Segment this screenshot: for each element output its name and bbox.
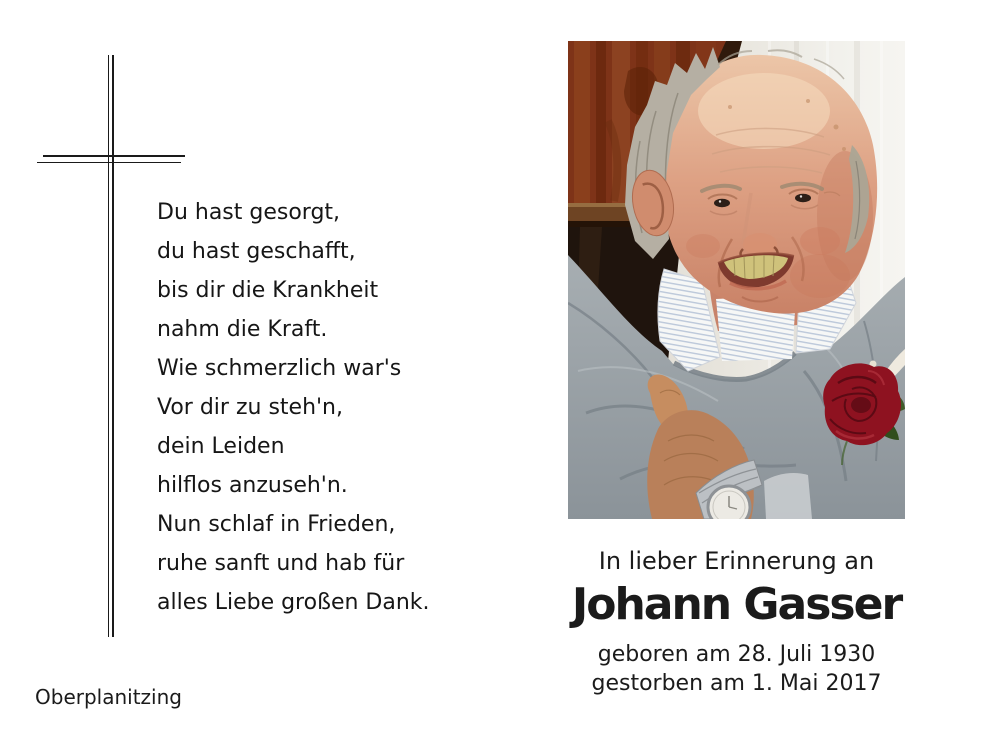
poem-line: Du hast gesorgt, xyxy=(157,200,341,225)
cross-horizontal-line xyxy=(37,162,181,163)
cross-vertical-line xyxy=(108,55,109,637)
poem-line: Vor dir zu steh'n, xyxy=(157,395,343,420)
poem-line: du hast geschafft, xyxy=(157,239,356,264)
deceased-name: Johann Gasser xyxy=(571,579,902,630)
poem-line: hilflos anzuseh'n. xyxy=(157,473,348,498)
poem-line: ruhe sanft und hab für xyxy=(157,551,405,576)
poem-line: dein Leiden xyxy=(157,434,285,459)
place-name: Oberplanitzing xyxy=(35,685,182,709)
cross-vertical-line xyxy=(112,55,114,637)
poem xyxy=(157,193,430,622)
cross-horizontal-line xyxy=(43,155,185,157)
death-date: gestorben am 1. Mai 2017 xyxy=(591,671,882,696)
life-dates xyxy=(568,640,905,698)
portrait-photo xyxy=(568,41,905,519)
poem-line: Wie schmerzlich war's xyxy=(157,356,402,381)
birth-date: geboren am 28. Juli 1930 xyxy=(597,642,876,667)
poem-line: alles Liebe großen Dank. xyxy=(157,590,430,615)
poem-line: bis dir die Krankheit xyxy=(157,278,379,303)
memorial-intro: In lieber Erinnerung an xyxy=(598,547,875,575)
poem-line: Nun schlaf in Frieden, xyxy=(157,512,396,537)
poem-line: nahm die Kraft. xyxy=(157,317,328,342)
